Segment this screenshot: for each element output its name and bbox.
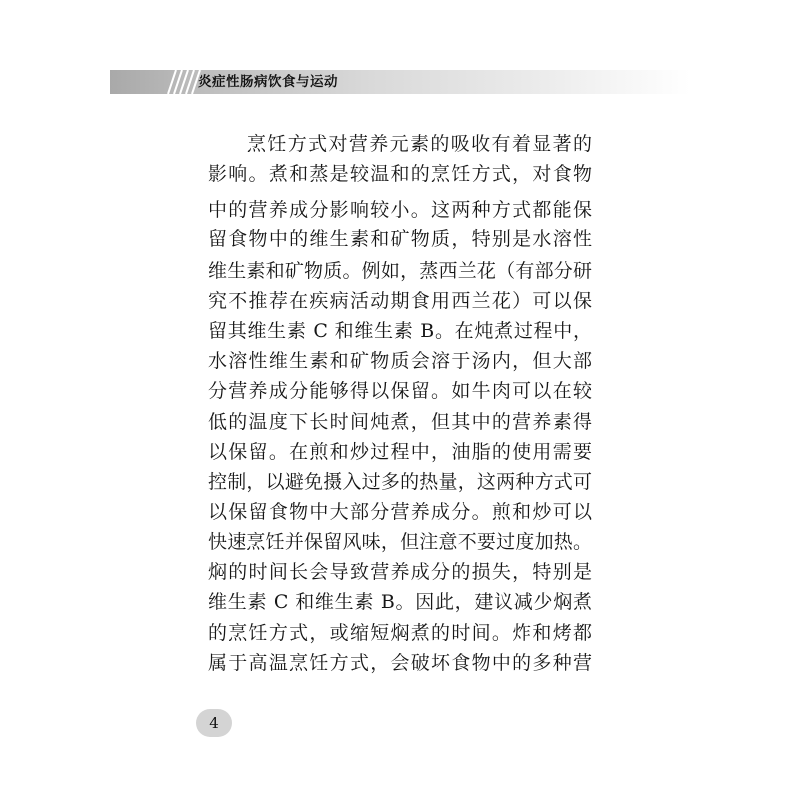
text-line: 留食物中的维生素和矿物质，特别是水溶性 — [208, 228, 592, 250]
text-line: 维生素 C 和维生素 B。因此，建议减少焖煮 — [208, 591, 592, 613]
text-line: 以保留。在煎和炒过程中，油脂的使用需要 — [208, 441, 592, 463]
running-header-title: 炎症性肠病饮食与运动 — [198, 74, 338, 90]
text-line: 焖的时间长会导致营养成分的损失，特别是 — [208, 561, 592, 583]
text-line: 影响。煮和蒸是较温和的烹饪方式，对食物 — [208, 163, 592, 185]
text-line: 中的营养成分影响较小。这两种方式都能保 — [208, 199, 592, 221]
text-line: 控制，以避免摄入过多的热量，这两种方式可 — [208, 471, 592, 493]
text-line: 留其维生素 C 和维生素 B。在炖煮过程中， — [208, 320, 592, 342]
text-line: 以保留食物中大部分营养成分。煎和炒可以 — [208, 501, 592, 523]
text-line: 维生素和矿物质。例如，蒸西兰花（有部分研 — [208, 260, 592, 282]
running-header-band — [110, 70, 690, 94]
text-line: 烹饪方式对营养元素的吸收有着显著的 — [247, 133, 592, 155]
text-line: 的烹饪方式，或缩短焖煮的时间。炸和烤都 — [208, 622, 592, 644]
text-line: 究不推荐在疾病活动期食用西兰花）可以保 — [208, 290, 592, 312]
text-line: 属于高温烹饪方式，会破坏食物中的多种营 — [208, 652, 592, 674]
text-line: 分营养成分能够得以保留。如牛肉可以在较 — [208, 380, 592, 402]
text-line: 快速烹饪并保留风味，但注意不要过度加热。 — [208, 531, 592, 553]
header-stripes-decoration — [110, 70, 210, 94]
page-number-badge: 4 — [196, 709, 232, 737]
text-line: 水溶性维生素和矿物质会溶于汤内，但大部 — [208, 350, 592, 372]
text-line: 低的温度下长时间炖煮，但其中的营养素得 — [208, 411, 592, 433]
